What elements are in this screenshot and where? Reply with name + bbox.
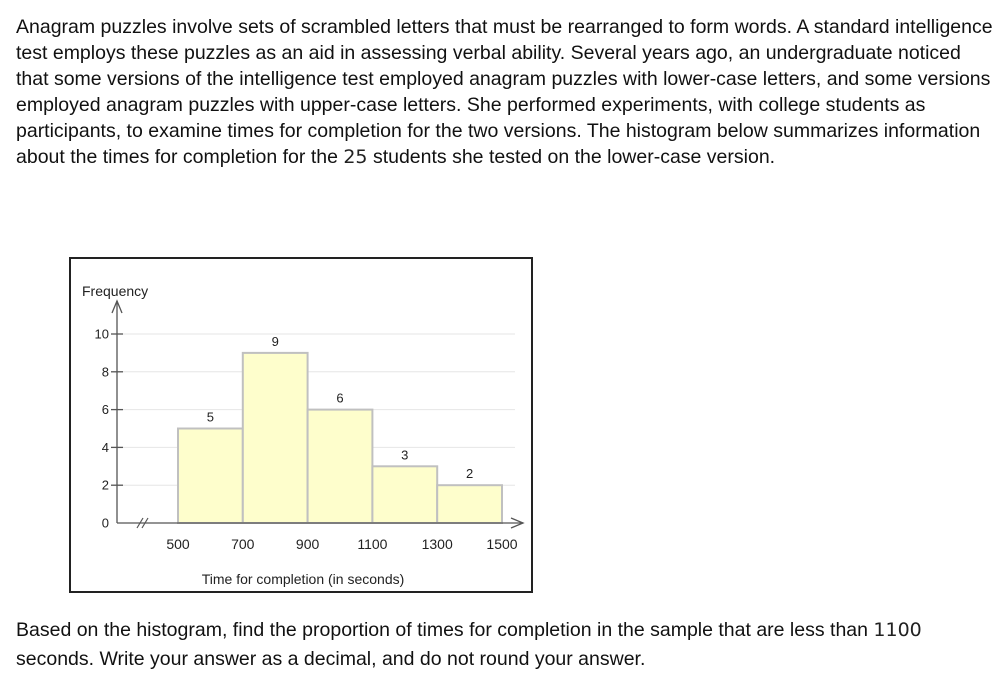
- sample-size-value: 25: [343, 146, 368, 168]
- histogram-bar: [243, 353, 308, 523]
- bar-value-label: 3: [401, 447, 409, 463]
- y-tick-label: 2: [101, 477, 109, 493]
- problem-statement: [16, 14, 994, 170]
- question-prompt: [16, 616, 994, 674]
- bar-value-label: 2: [465, 466, 474, 482]
- y-tick-label: 10: [94, 326, 109, 342]
- problem-text-before: Anagram puzzles involve sets of scrambled letters that must be rearranged to form words. A standard intelligence test employs these puzzles as an aid in assessing verbal ability. Several years ago, an undergraduate noticed that some versions of the intelligence test employed anagram puzzles with lower-case letters, and some versions employed anagram puzzles with upper-case letters. She performed experiments, with college students as participants, to examine times for completion for the two versions. The histogram below summarizes information about the times for completion for the: [16, 16, 993, 168]
- y-axis-title: Frequency: [82, 283, 149, 299]
- question-text-before: Based on the histogram, find the proportion of times for completion in the sample that are less than: [16, 619, 874, 641]
- x-tick-label: 1500: [486, 536, 518, 552]
- histogram-bar: [308, 410, 373, 523]
- histogram-bar: [178, 429, 243, 524]
- x-tick-label: 1300: [421, 536, 453, 552]
- x-axis-title: Time for completion (in seconds): [201, 571, 405, 587]
- threshold-value: 1100: [873, 619, 922, 641]
- x-tick-label: 500: [166, 536, 190, 552]
- histogram-bar: [437, 485, 502, 523]
- x-tick-label: 900: [295, 536, 320, 552]
- bar-value-label: 5: [206, 409, 215, 425]
- problem-text-after: students she tested on the lower-case version.: [367, 146, 776, 168]
- histogram-bar: [372, 466, 437, 523]
- histogram-svg: [71, 259, 531, 591]
- histogram-chart: [69, 257, 533, 593]
- y-tick-label: 6: [101, 402, 109, 418]
- y-tick-label: 0: [101, 515, 109, 531]
- bar-value-label: 6: [336, 390, 344, 406]
- y-tick-label: 8: [101, 364, 109, 380]
- question-text-after: seconds. Write your answer as a decimal, and do not round your answer.: [16, 648, 646, 670]
- x-tick-label: 1100: [357, 536, 388, 552]
- bar-value-label: 9: [271, 333, 279, 349]
- x-tick-label: 700: [231, 536, 255, 552]
- y-tick-label: 4: [101, 439, 109, 455]
